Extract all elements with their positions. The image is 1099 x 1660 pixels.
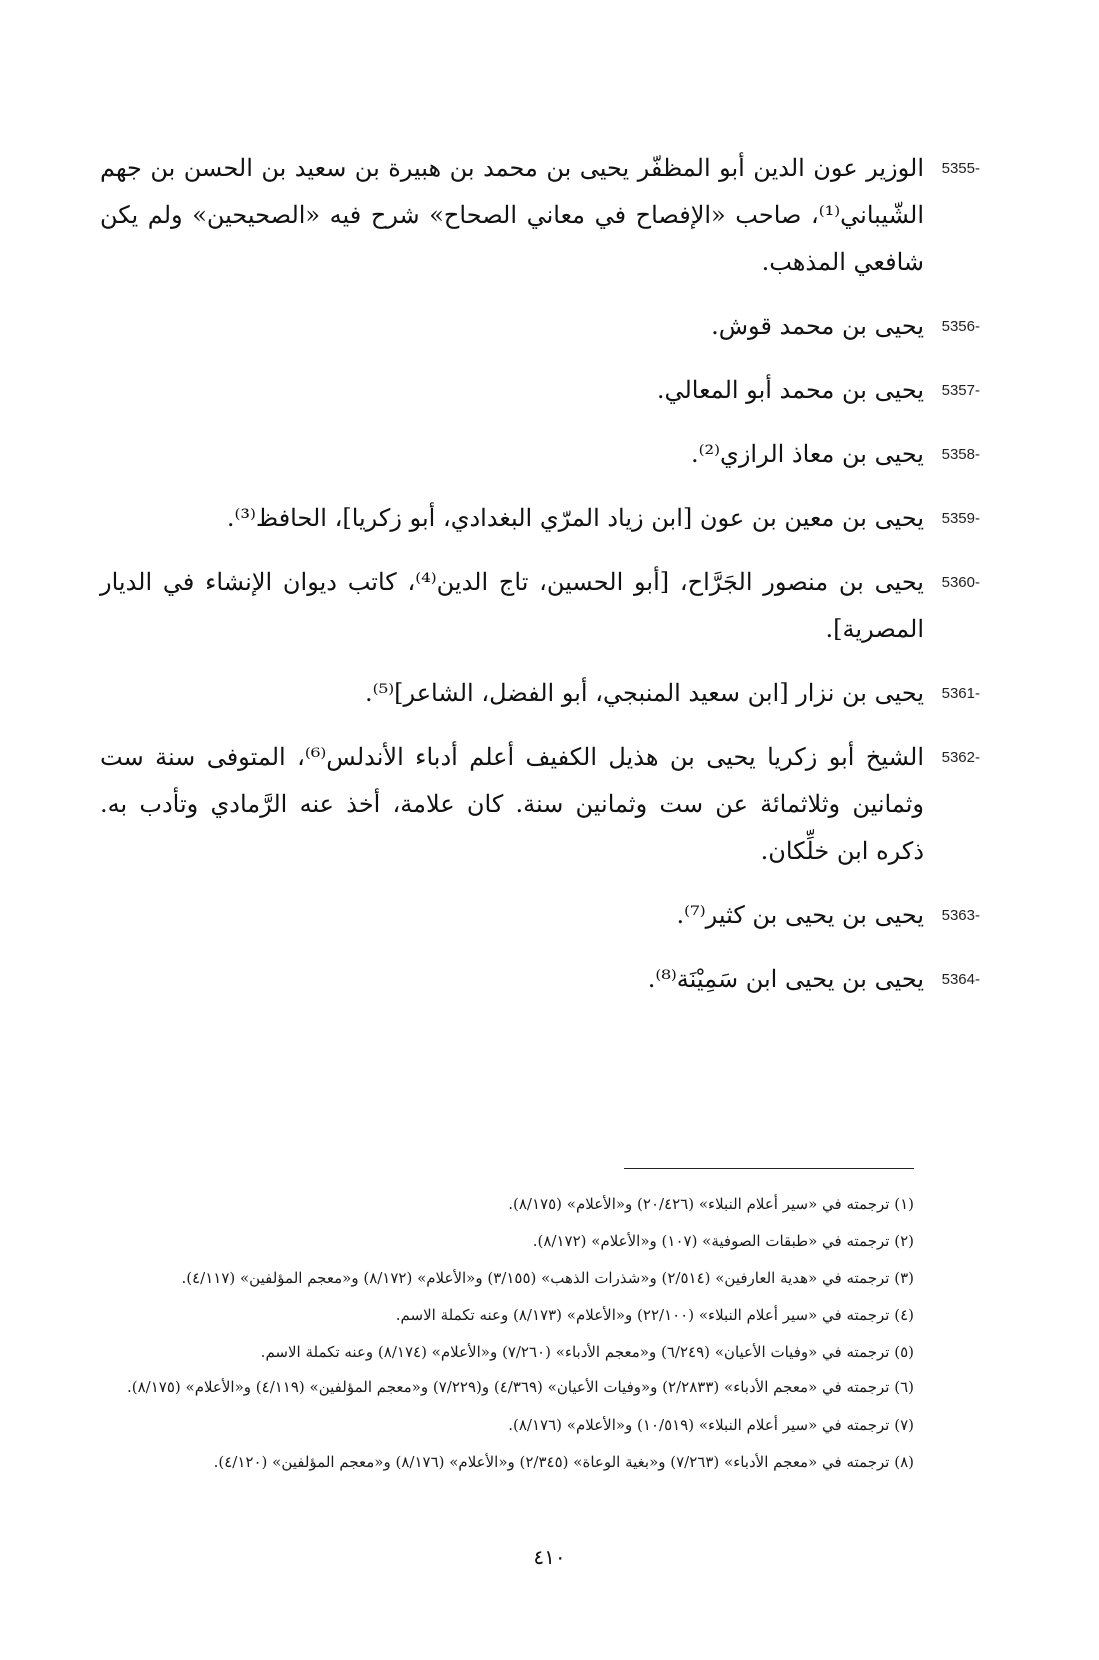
entry-number: 5360 - — [942, 559, 980, 606]
footnote-7: (٧) ترجمته في «سير أعلام النبلاء» (١٠/٥١٩) و«الأعلام» (٨/١٧٦). — [508, 1416, 914, 1434]
entry-text: يحيى بن معين بن عون [ابن زياد المرّي البغدادي، أبو زكريا]، الحافظ⁽³⁾. — [226, 504, 924, 532]
footnotes — [100, 1186, 914, 1481]
entry-5358 — [100, 431, 980, 478]
footnote-1: (١) ترجمته في «سير أعلام النبلاء» (٢٠/٤٢٦) و«الأعلام» (٨/١٧٥). — [508, 1195, 914, 1213]
biography-entries — [100, 145, 980, 1020]
entry-text: يحيى بن محمد قوش. — [711, 312, 924, 340]
entry-number: 5356 - — [942, 303, 980, 350]
footnote-4: (٤) ترجمته في «سير أعلام النبلاء» (٢٢/١٠٠) و«الأعلام» (٨/١٧٣) وعنه تكملة الاسم. — [395, 1306, 914, 1324]
footnote-separator — [624, 1168, 914, 1169]
entry-number: 5359 - — [942, 495, 980, 542]
page-number: ٤١٠ — [533, 1545, 566, 1569]
entry-number: 5358 - — [942, 431, 980, 478]
entry-number: 5355 - — [942, 145, 980, 192]
entry-5363 — [100, 892, 980, 939]
footnote-6: (٦) ترجمته في «معجم الأدباء» (٢/٢٨٣٣) و«وفيات الأعيان» (٤/٣٦٩) و(٧/٢٢٩) و«معجم المؤلفين» (٤/١١٩) و«الأعلام» (٨/١٧٥). — [126, 1378, 914, 1396]
entry-text: يحيى بن نزار [ابن سعيد المنبجي، أبو الفضل، الشاعر]⁽⁵⁾. — [365, 679, 924, 707]
entry-text: الشيخ أبو زكريا يحيى بن هذيل الكفيف أعلم أدباء الأندلس⁽⁶⁾، المتوفى سنة ست وثمانين وثلاثمائة عن ست وثمانين سنة. كان علامة، أخذ عنه الرَّمادي وتأدب به. ذكره ابن خلِّكان. — [100, 743, 924, 865]
entry-text: يحيى بن معاذ الرازي⁽²⁾. — [690, 440, 924, 468]
entry-number: 5357 - — [942, 367, 980, 414]
entry-number: 5361 - — [942, 670, 980, 717]
entry-text: يحيى بن يحيى ابن سَمِيْنَة⁽⁸⁾. — [647, 965, 924, 993]
entry-5355 — [100, 145, 980, 286]
footnote-2: (٢) ترجمته في «طبقات الصوفية» (١٠٧) و«الأعلام» (٨/١٧٢). — [532, 1232, 914, 1250]
entry-5356 — [100, 303, 980, 350]
footnote-3: (٣) ترجمته في «هدية العارفين» (٢/٥١٤) و«شذرات الذهب» (٣/١٥٥) و«الأعلام» (٨/١٧٢) و«معجم المؤلفين» (٤/١١٧). — [181, 1269, 914, 1287]
entry-text: يحيى بن محمد أبو المعالي. — [656, 376, 924, 404]
entry-5360 — [100, 559, 980, 653]
entry-5362 — [100, 734, 980, 875]
entry-5359 — [100, 495, 980, 542]
footnote-8: (٨) ترجمته في «معجم الأدباء» (٧/٢٦٣) و«بغية الوعاة» (٢/٣٤٥) و«الأعلام» (٨/١٧٦) و«معجم المؤلفين» (٤/١٢٠). — [213, 1453, 914, 1471]
entry-text: الوزير عون الدين أبو المظفّر يحيى بن محمد بن هبيرة بن سعيد بن الحسن بن جهم الشّيباني⁽¹⁾، صاحب «الإفصاح في معاني الصحاح» شرح فيه «الصحيحين» ولم يكن شافعي المذهب. — [100, 154, 925, 276]
footnote-5: (٥) ترجمته في «وفيات الأعيان» (٦/٢٤٩) و«معجم الأدباء» (٧/٢٦٠) و«الأعلام» (٨/١٧٤) وعنه تكملة الاسم. — [260, 1343, 914, 1361]
entry-text: يحيى بن منصور الجَرَّاح، [أبو الحسين، تاج الدين⁽⁴⁾، كاتب ديوان الإنشاء في الديار المصرية]. — [100, 568, 924, 643]
entry-5361 — [100, 670, 980, 717]
entry-number: 5363 - — [942, 892, 980, 939]
entry-number: 5362 - — [942, 734, 980, 781]
entry-number: 5364 - — [942, 956, 980, 1003]
entry-5357 — [100, 367, 980, 414]
entry-text: يحيى بن يحيى بن كثير⁽⁷⁾. — [676, 901, 924, 929]
entry-5364 — [100, 956, 980, 1003]
